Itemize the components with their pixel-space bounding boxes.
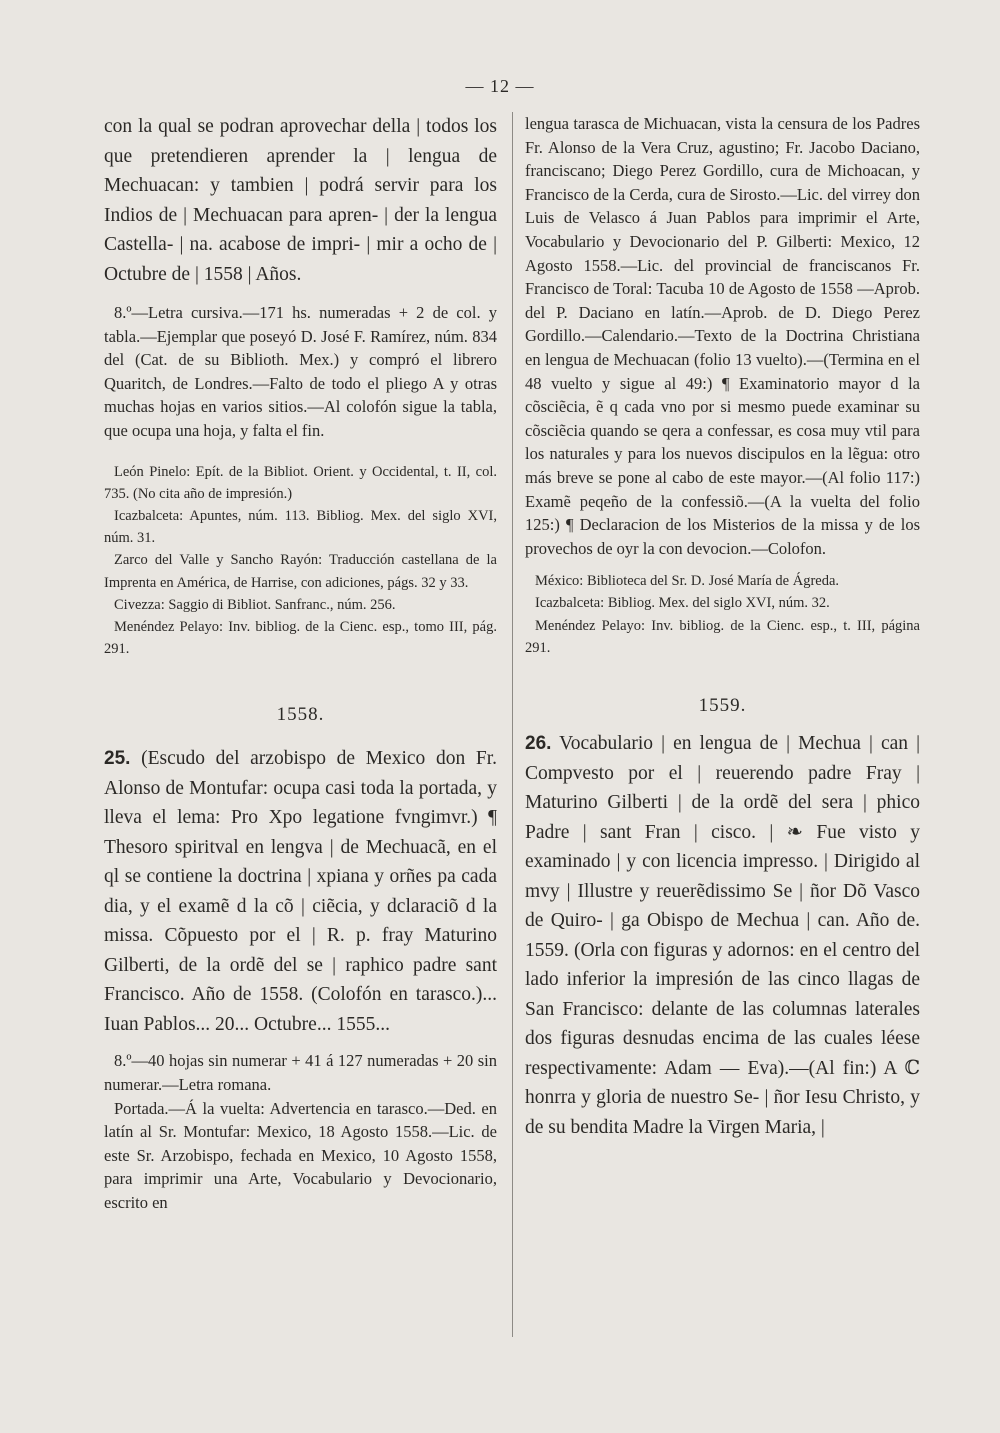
references-list (104, 461, 497, 661)
continuation-paragraph: lengua tarasca de Michuacan, vista la censura de los Padres Fr. Alonso de la Vera Cruz, agustino; Fr. Jacobo Daciano, franciscano; Diego Perez Gordillo, cura de Michoacan, y Francisco de la Cerda, cura de Sirosto.—Lic. del virrey don Luis de Velasco á Juan Pablos para imprimir el Arte, Vocabulario y Devocionario del P. Gilberti: Mexico, 12 Agosto 1558.—Lic. del provincial de franciscanos Fr. Francisco de Toral: Tacuba 10 de Agosto de 1558 —Aprob. del P. Daciano en latín.—Aprob. de D. Diego Perez Gordillo.—Calendario.—Texto de la Doctrina Christiana en lengua de Mechuacan (folio 13 vuelto).—(Termina en el 48 vuelto y sigue al 49:) ¶ Examinatorio mayor d la cõsciẽcia, ẽ q cada vno por si mesmo puede examinar su cõsciẽcia quando se qera a confessar, es cosa muy vtil para los naturales y para los nuevos discipulos en la lẽgua: otro más breve se pone al cabo de este mayor.—(Al folio 117:) Examẽ peqeño de la confessiõ.—(A la vuelta del folio 125:) ¶ Declaracion de los Misterios de la missa y de los provechos de oyr la con devocion.—Colofon. (525, 114, 920, 558)
reference-item: León Pinelo: Epít. de la Bibliot. Orient. y Occidental, t. II, col. 735. (No cita año de impresión.) (104, 463, 497, 502)
reference-item: Zarco del Valle y Sancho Rayón: Traducción castellana de la Imprenta en América, de Harrise, con adiciones, págs. 32 y 33. (104, 552, 497, 591)
left-column (104, 112, 497, 1215)
entry-contents: Portada.—Á la vuelta: Advertencia en tarasco.—Ded. en latín al Sr. Montufar: Mexico, 18 Agosto 1558.—Lic. de este Sr. Arzobispo, fechada en Mexico, 10 Agosto 1558, para imprimir una Arte, Vocabulario y Devocionario, escrito en (104, 1098, 497, 1212)
reference-item: Civezza: Saggio di Bibliot. Sanfranc., núm. 256. (114, 596, 396, 613)
page-number: — 12 — (465, 76, 535, 96)
entry-paragraph (525, 729, 920, 1142)
entry-number: 25. (104, 748, 131, 770)
year-heading: 1558. (276, 704, 325, 726)
reference-item: Icazbalceta: Apuntes, núm. 113. Bibliog. Mex. del siglo XVI, núm. 31. (104, 507, 497, 547)
entry-text: (Escudo del arzobispo de Mexico don Fr. Alonso de Montufar: ocupa casi toda la portada, y lleva el lema: Pro Xpo legatione fvngimvr.) ¶ Thesoro spiritval en lengva | de Mechuacã, en el ql se contiene la doctrina | xpiana y orñes pa cada dia, y el examẽ d la cõ | ciẽcia, y dclaraciõ d la missa. Cõpuesto por el | R. p. fray Maturino Gilberti, de la ordẽ del se | raphico padre sant Francisco. Año de 1558. (Colofón en tarasco.)... Iuan Pablos... 20... Octubre... 1555... (104, 748, 498, 1035)
reference-item: Menéndez Pelayo: Inv. bibliog. de la Cienc. esp., tomo III, pág. 291. (104, 618, 497, 658)
references-list (525, 570, 920, 659)
reference-item: México: Biblioteca del Sr. D. José María de Ágreda. (535, 573, 840, 590)
entry-text: Vocabulario | en lengua de | Mechua | can | Compvesto por el | reuerendo padre Fray | Maturino Gilberti | de la ordẽ del sera | phico Padre | sant Fran | cisco. | ❧ Fue visto y examinado | y con licencia impresso. | Dirigido al mvy | Illustre y reuerẽdissimo Se | ñor Dõ Vasco de Quiro- | ga Obispo de Mechua | can. Año de. 1559. (Orla con figuras y adornos: en el centro del lado inferior la impresión de las cinco llagas de San Francisco: delante de las columnas laterales dos figuras desnudas encima de las cuales léese respectivamente: Adam — Eva).—(Al fin:) A ℂ honrra y gloria de nuestro Se- | ñor Iesu Christo, y de su bendita Madre la Virgen Maria, | (525, 733, 920, 1138)
reference-item: Menéndez Pelayo: Inv. bibliog. de la Cienc. esp., t. III, página 291. (525, 617, 920, 656)
description-paragraph: 8.º—Letra cursiva.—171 hs. numeradas + 2 de col. y tabla.—Ejemplar que poseyó D. José F. Ramírez, núm. 834 del (Cat. de su Biblioth. Mex.) y compró el librero Quaritch, de Londres.—Falto de todo el pliego A y otras muchas hojas en varios sitios.—Al colofón sigue la tabla, que ocupa una hoja, y falta el fin. (104, 303, 497, 440)
entry-paragraph (104, 744, 497, 1039)
right-column (525, 112, 920, 1142)
entry-description: 8.º—40 hojas sin numerar + 41 á 127 numeradas + 20 sin numerar.—Letra romana. (104, 1051, 497, 1094)
entry-number: 26. (525, 733, 552, 755)
year-heading: 1559. (698, 695, 747, 717)
reference-item: Icazbalceta: Bibliog. Mex. del siglo XVI, núm. 32. (535, 595, 830, 612)
intro-paragraph: con la qual se podran aprovechar della | todos los que pretendieren aprender la | lengua de Mechuacan: y tambien | podrá servir para los Indios de | Mechuacan para apren- | der la lengua Castella- | na. acabose de impri- | mir a ocho de | Octubre de | 1558 | Años. (104, 116, 497, 285)
column-divider (512, 112, 513, 1337)
